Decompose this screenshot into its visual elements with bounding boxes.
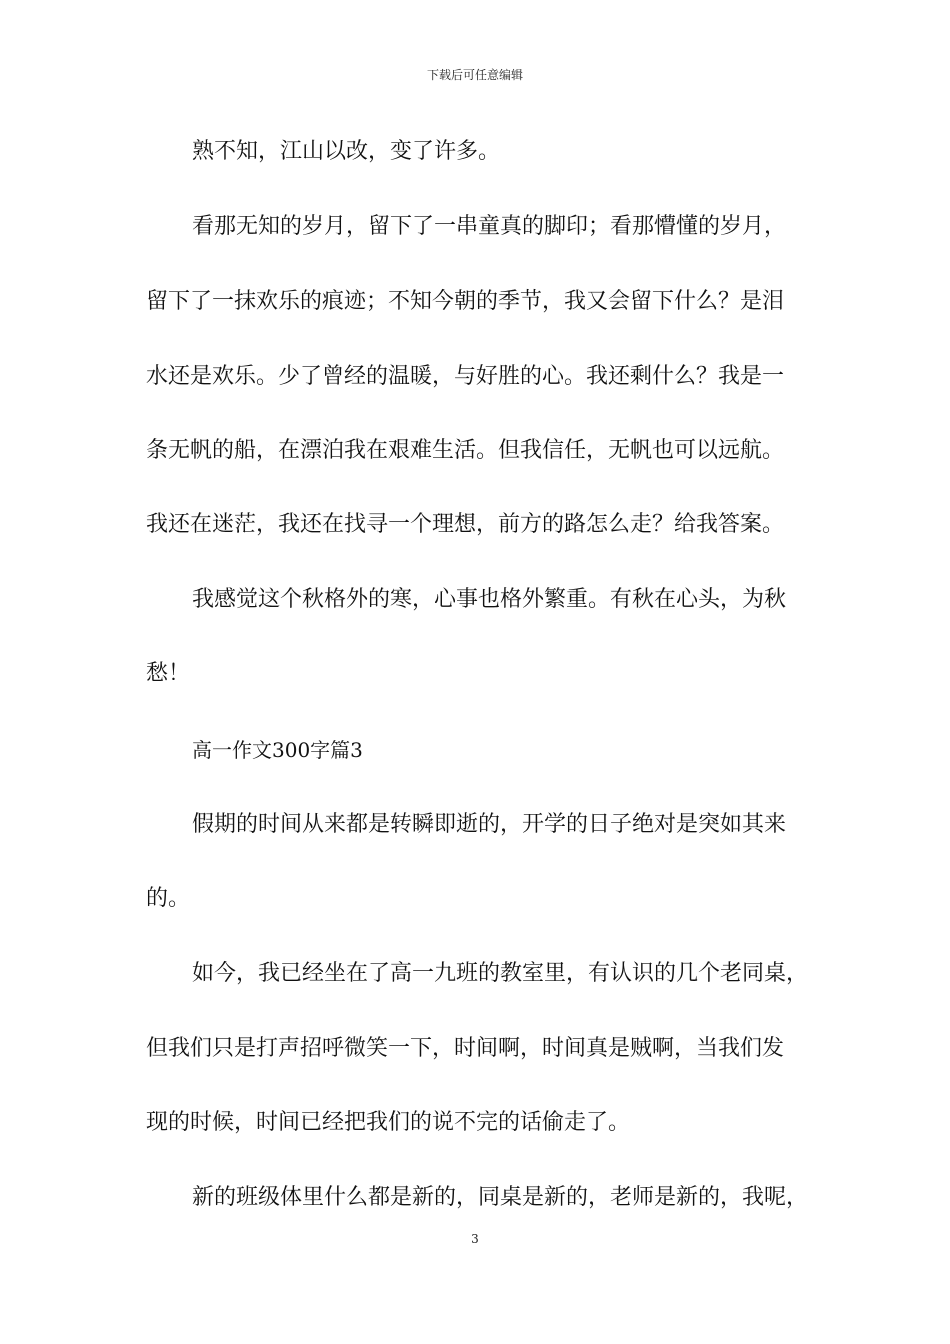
text-line: 如今，我已经坐在了高一九班的教室里，有认识的几个老同桌，	[192, 961, 809, 986]
text-line: 水还是欢乐。少了曾经的温暖，与好胜的心。我还剩什么？我是一	[146, 364, 785, 389]
text-line: 我感觉这个秋格外的寒，心事也格外繁重。有秋在心头，为秋	[192, 587, 787, 612]
page-number: 3	[471, 1232, 479, 1246]
text-line: 愁！	[146, 661, 191, 686]
text-line: 我还在迷茫，我还在找寻一个理想，前方的路怎么走？给我答案。	[146, 512, 785, 537]
text-line: 条无帆的船，在漂泊我在艰难生活。但我信任，无帆也可以远航。	[146, 438, 785, 463]
text-line: 熟不知，江山以改，变了许多。	[192, 139, 501, 164]
text-line: 的。	[146, 886, 191, 911]
text-line: 看那无知的岁月，留下了一串童真的脚印；看那懵懂的岁月，	[192, 214, 787, 239]
section-heading: 高一作文300字篇3	[192, 738, 363, 762]
text-line: 新的班级体里什么都是新的，同桌是新的，老师是新的，我呢，	[192, 1185, 809, 1210]
page-header: 下载后可任意编辑	[426, 68, 523, 82]
text-line: 假期的时间从来都是转瞬即逝的，开学的日子绝对是突如其来	[192, 812, 787, 837]
text-line: 留下了一抹欢乐的痕迹；不知今朝的季节，我又会留下什么？是泪	[146, 289, 785, 314]
text-line: 现的时候，时间已经把我们的说不完的话偷走了。	[146, 1110, 631, 1135]
text-line: 但我们只是打声招呼微笑一下，时间啊，时间真是贼啊，当我们发	[146, 1036, 785, 1061]
